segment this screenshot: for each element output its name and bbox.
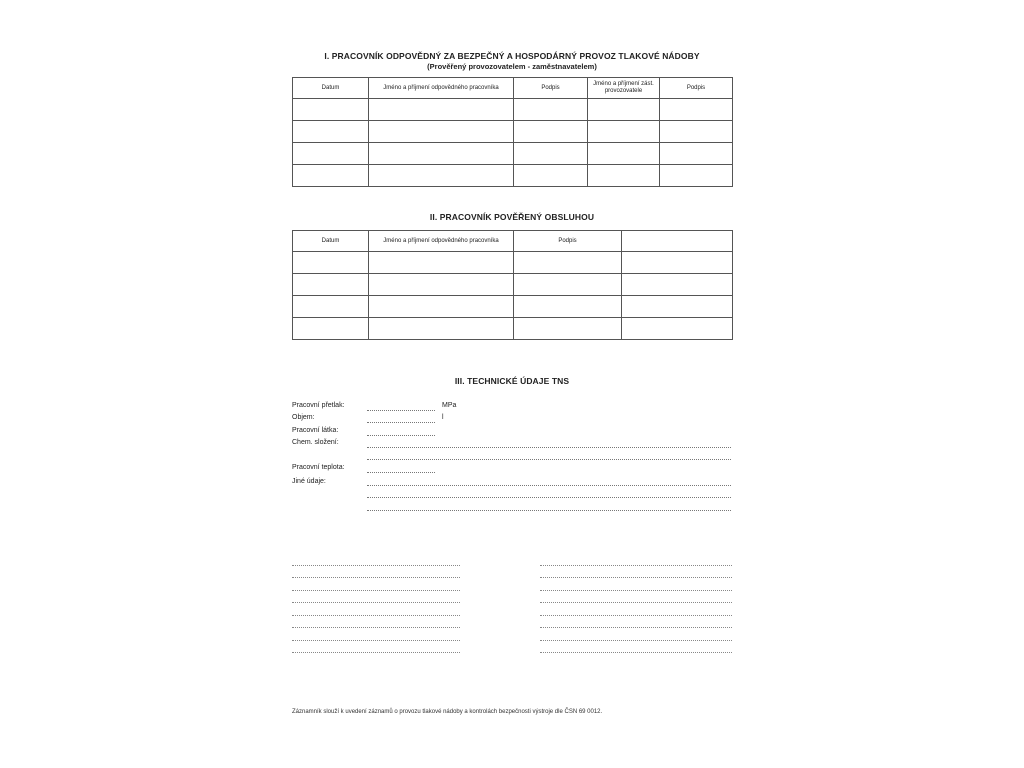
note-line[interactable]	[292, 565, 460, 566]
table-cell[interactable]	[369, 274, 514, 296]
section2-table	[292, 230, 733, 340]
field-label-volume: Objem:	[292, 414, 315, 421]
table-cell[interactable]	[293, 252, 369, 274]
table-cell[interactable]	[514, 296, 622, 318]
table-cell[interactable]	[293, 296, 369, 318]
field-chem-line-2[interactable]	[367, 459, 731, 460]
table-cell[interactable]	[293, 99, 369, 121]
table-cell[interactable]	[369, 296, 514, 318]
table-cell[interactable]	[369, 121, 514, 143]
note-line[interactable]	[292, 627, 460, 628]
section1-table	[292, 77, 733, 187]
section1-title: I. PRACOVNÍK ODPOVĚDNÝ ZA BEZPEČNÝ A HOSPODÁRNÝ PROVOZ TLAKOVÉ NÁDOBY	[324, 51, 700, 61]
section1-col-deputy-name: Jméno a příjmení zást. provozovatele	[588, 78, 660, 99]
table-cell[interactable]	[660, 165, 733, 187]
notes-right-column	[540, 560, 732, 660]
note-line[interactable]	[292, 577, 460, 578]
table-cell[interactable]	[588, 99, 660, 121]
table-cell[interactable]	[622, 296, 733, 318]
section1-subtitle: (Prověřený provozovatelem - zaměstnavatelem)	[427, 62, 597, 71]
table-cell[interactable]	[660, 99, 733, 121]
notes-left-column	[292, 560, 460, 660]
table-row	[293, 274, 733, 296]
section3-title: III. TECHNICKÉ ÚDAJE TNS	[454, 376, 570, 386]
field-volume-line[interactable]	[367, 422, 435, 423]
note-line[interactable]	[540, 640, 732, 641]
note-line[interactable]	[540, 602, 732, 603]
section1-col-podpis: Podpis	[514, 78, 588, 99]
table-cell[interactable]	[660, 121, 733, 143]
table-cell[interactable]	[293, 121, 369, 143]
table-row	[293, 252, 733, 274]
field-label-chem: Chem. složení:	[292, 439, 339, 446]
table-row	[293, 318, 733, 340]
table-cell[interactable]	[369, 318, 514, 340]
table-cell[interactable]	[369, 165, 514, 187]
table-cell[interactable]	[514, 274, 622, 296]
note-line[interactable]	[540, 652, 732, 653]
table-cell[interactable]	[660, 143, 733, 165]
note-line[interactable]	[540, 565, 732, 566]
technical-data	[292, 400, 732, 520]
section2-col-podpis: Podpis	[514, 231, 622, 252]
section2-col-name: Jméno a příjmení odpovědného pracovníka	[369, 231, 514, 252]
table-cell[interactable]	[514, 121, 588, 143]
note-line[interactable]	[292, 615, 460, 616]
table-cell[interactable]	[588, 143, 660, 165]
section2-col-datum: Datum	[293, 231, 369, 252]
table-cell[interactable]	[588, 165, 660, 187]
field-label-temperature: Pracovní teplota:	[292, 464, 345, 471]
table-cell[interactable]	[622, 274, 733, 296]
field-other-line-1[interactable]	[367, 485, 731, 486]
table-cell[interactable]	[293, 165, 369, 187]
table-cell[interactable]	[514, 252, 622, 274]
table-row	[293, 296, 733, 318]
field-temperature-line[interactable]	[367, 472, 435, 473]
note-line[interactable]	[540, 590, 732, 591]
field-pressure-line[interactable]	[367, 410, 435, 411]
note-line[interactable]	[292, 590, 460, 591]
note-line[interactable]	[292, 602, 460, 603]
field-label-substance: Pracovní látka:	[292, 427, 339, 434]
table-cell[interactable]	[369, 99, 514, 121]
table-cell[interactable]	[293, 318, 369, 340]
table-cell[interactable]	[514, 165, 588, 187]
table-row	[293, 99, 733, 121]
table-cell[interactable]	[293, 274, 369, 296]
field-substance-line[interactable]	[367, 435, 435, 436]
table-cell[interactable]	[514, 143, 588, 165]
table-cell[interactable]	[622, 318, 733, 340]
field-unit-pressure: MPa	[442, 402, 457, 409]
table-cell[interactable]	[293, 143, 369, 165]
section1-col-datum: Datum	[293, 78, 369, 99]
section1-col-deputy-podpis: Podpis	[660, 78, 733, 99]
table-cell[interactable]	[588, 121, 660, 143]
field-unit-volume: l	[442, 414, 444, 421]
section2-col-blank	[622, 231, 733, 252]
section1-header-row	[293, 78, 733, 99]
table-cell[interactable]	[514, 318, 622, 340]
note-line[interactable]	[540, 577, 732, 578]
note-line[interactable]	[540, 627, 732, 628]
field-label-other: Jiné údaje:	[292, 478, 326, 485]
field-other-line-2[interactable]	[367, 497, 731, 498]
table-cell[interactable]	[514, 99, 588, 121]
note-line[interactable]	[292, 652, 460, 653]
table-cell[interactable]	[622, 252, 733, 274]
table-cell[interactable]	[369, 143, 514, 165]
section2-header-row	[293, 231, 733, 252]
section1-col-name: Jméno a příjmení odpovědného pracovníka	[369, 78, 514, 99]
table-cell[interactable]	[369, 252, 514, 274]
field-chem-line-1[interactable]	[367, 447, 731, 448]
table-row	[293, 121, 733, 143]
note-line[interactable]	[292, 640, 460, 641]
section2-title: II. PRACOVNÍK POVĚŘENÝ OBSLUHOU	[429, 212, 595, 222]
footer-note: Záznamník slouží k uvedení záznamů o provozu tlakové nádoby a kontrolách bezpečnosti výstroje dle ČSN 69 0012.	[292, 709, 603, 715]
note-line[interactable]	[540, 615, 732, 616]
table-row	[293, 143, 733, 165]
table-row	[293, 165, 733, 187]
field-other-line-3[interactable]	[367, 510, 731, 511]
field-label-pressure: Pracovní přetlak:	[292, 402, 345, 409]
